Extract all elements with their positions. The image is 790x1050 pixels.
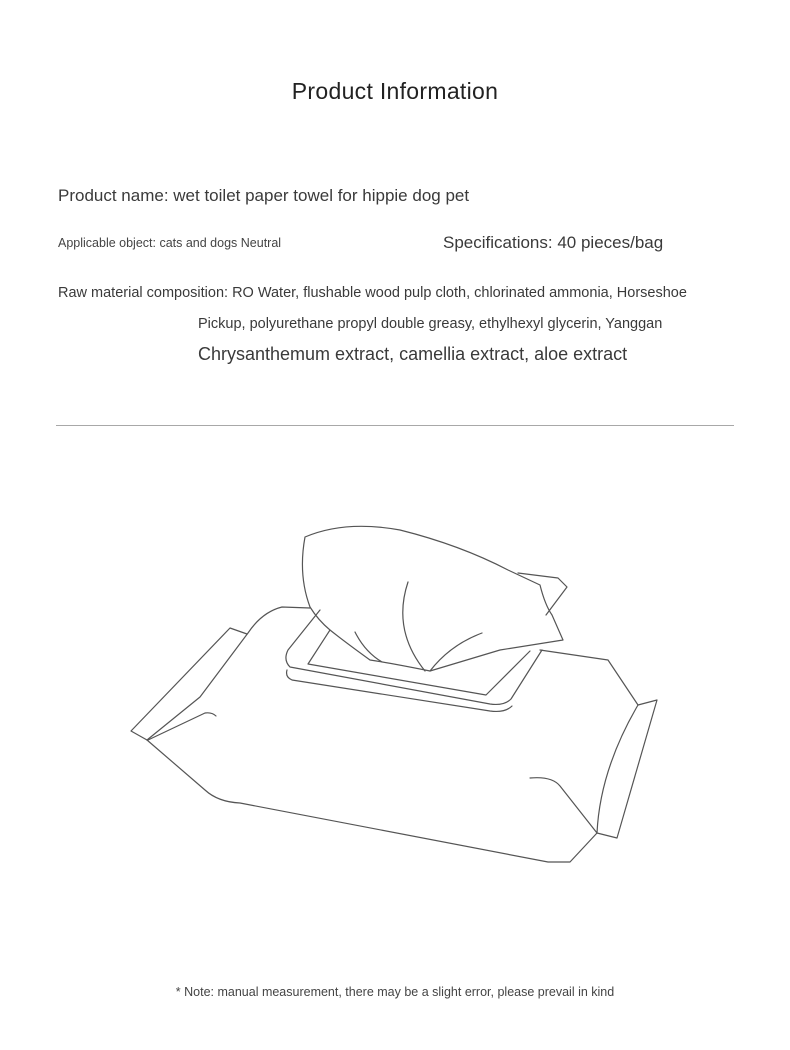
raw-material-line-1: Raw material composition: RO Water, flushable wood pulp cloth, chlorinated ammonia, Horseshoe [58, 285, 687, 301]
specifications: Specifications: 40 pieces/bag [443, 233, 664, 252]
product-name: Product name: wet toilet paper towel for hippie dog pet [58, 186, 470, 205]
page-title: Product Information [291, 78, 499, 104]
raw-material-line-2: Pickup, polyurethane propyl double greasy, ethylhexyl glycerin, Yanggan [198, 316, 663, 332]
raw-material-line-3: Chrysanthemum extract, camellia extract, aloe extract [198, 344, 628, 364]
applicable-object: Applicable object: cats and dogs Neutral [58, 236, 282, 250]
wet-wipes-pack-icon [0, 440, 790, 940]
measurement-note: * Note: manual measurement, there may be a slight error, please prevail in kind [175, 985, 615, 999]
section-divider [56, 425, 734, 426]
